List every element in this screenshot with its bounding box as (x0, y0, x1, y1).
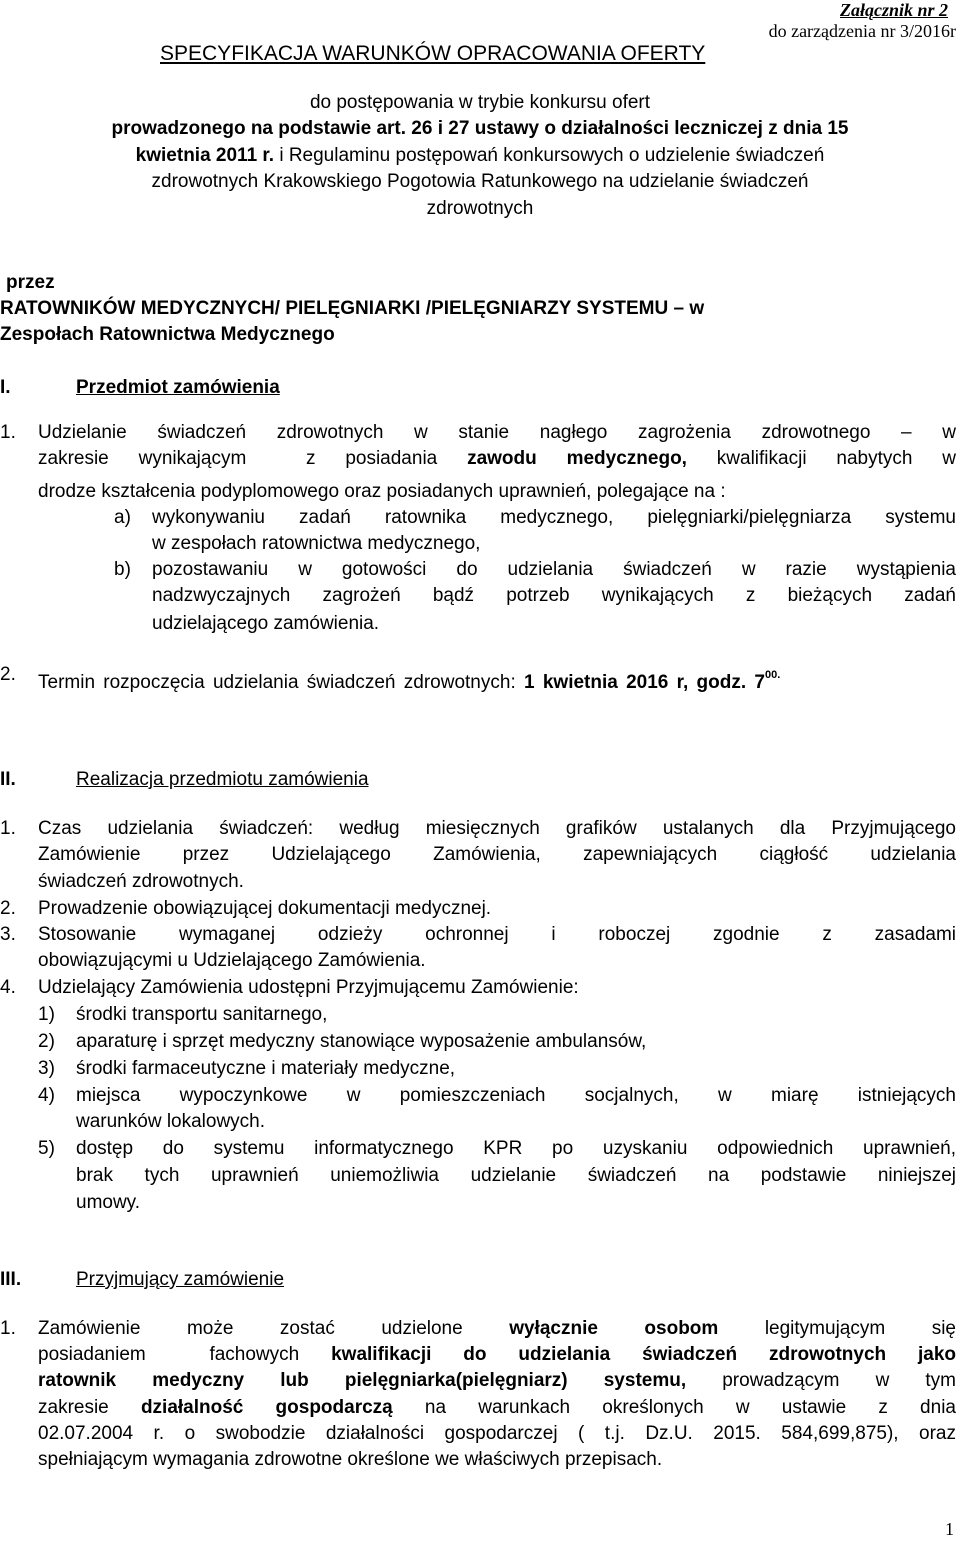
s2-item-4-text: Udzielający Zamówienia udostępni Przyjmującemu Zamówienie: (38, 977, 579, 998)
section-3-number: III. (0, 1269, 22, 1290)
s3-item-1-number: 1. (0, 1318, 16, 1339)
s2-item-1-number: 1. (0, 818, 16, 839)
order-reference: do zarządzenia nr 3/2016r (768, 21, 956, 41)
s1-sub-a-line-1: wykonywaniu zadań ratownika medycznego, pielęgniarki/pielęgniarza systemu (152, 507, 956, 528)
s3-l4-text-end: na warunkach określonych w ustawie z dnia (392, 1397, 956, 1418)
s2-sub-4-line-2: warunków lokalowych. (76, 1111, 266, 1132)
przez-line-2: Zespołach Ratownictwa Medycznego (0, 324, 335, 345)
s2-sub-5-line-2: brak tych uprawnień uniemożliwia udzielanie świadczeń na podstawie niniejszej (76, 1165, 956, 1186)
section-3-title: Przyjmujący zamówienie (76, 1269, 285, 1290)
s1-item-1-line-1: Udzielanie świadczeń zdrowotnych w stanie nagłego zagrożenia zdrowotnego – w (38, 422, 956, 443)
s2-item-3-line-2: obowiązującymi u Udzielającego Zamówienia. (38, 950, 426, 971)
intro-line-3-bold: kwietnia 2011 r. (135, 145, 275, 166)
section-1-number: I. (0, 377, 11, 398)
s2-item-1-line-3: świadczeń zdrowotnych. (38, 871, 244, 892)
intro-line-3 (0, 145, 960, 167)
s1-item-1-bold: zawodu medycznego, (467, 448, 687, 469)
intro-line-3-rest: i Regulaminu postępowań konkursowych o udzielenie świadczeń (274, 145, 825, 166)
s2-sub-5-line-1: dostęp do systemu informatycznego KPR po uzyskaniu odpowiednich uprawnień, (76, 1138, 956, 1159)
s2-sub-3-number: 3) (38, 1058, 55, 1079)
s2-sub-4-number: 4) (38, 1085, 55, 1106)
document-title: SPECYFIKACJA WARUNKÓW OPRACOWANIA OFERTY (160, 42, 706, 65)
intro-line-1: do postępowania w trybie konkursu ofert (309, 92, 651, 113)
s1-item-2-line (38, 662, 780, 696)
s2-sub-4-line-1: miejsca wypoczynkowe w pomieszczeniach socjalnych, w miarę istniejących (76, 1085, 956, 1106)
s3-l4-bold: działalność gospodarczą (140, 1397, 393, 1418)
s1-item-1-line-3: drodze kształcenia podyplomowego oraz posiadanych uprawnień, polegające na : (38, 481, 726, 502)
s3-l2-text: posiadaniem fachowych (38, 1344, 332, 1365)
s3-l2-bold: kwalifikacji do udzielania świadczeń zdrowotnych jako (331, 1344, 957, 1365)
s2-item-1-line-2: Zamówienie przez Udzielającego Zamówienia, zapewniających ciągłość udzielania (38, 844, 956, 865)
s1-item-1-text: zakresie wynikającym z posiadania (38, 448, 468, 469)
s1-item-2-date: 1 kwietnia 2016 r, godz. 7 (524, 672, 766, 693)
s1-sub-a-line-2: w zespołach ratownictwa medycznego, (152, 533, 481, 554)
przez-label: przez (6, 272, 55, 293)
s1-item-1-text-end: kwalifikacji nabytych w (686, 448, 956, 469)
s1-sub-b-line-3: udzielającego zamówienia. (152, 613, 380, 634)
annex-label: Załącznik nr 2 (839, 0, 948, 20)
s2-sub-5-line-3: umowy. (76, 1192, 141, 1213)
s2-item-2-number: 2. (0, 898, 16, 919)
s2-sub-2-text: aparaturę i sprzęt medyczny stanowiące wyposażenie ambulansów, (76, 1031, 647, 1052)
przez-line-1: RATOWNIKÓW MEDYCZNYCH/ PIELĘGNIARKI /PIELĘGNIARZY SYSTEMU – w (0, 298, 705, 319)
intro-line-5: zdrowotnych (426, 198, 534, 219)
s2-sub-5-number: 5) (38, 1138, 55, 1159)
s3-l1-text-end: legitymującym się (718, 1318, 956, 1339)
intro-line-4: zdrowotnych Krakowskiego Pogotowia Ratunkowego na udzielanie świadczeń (151, 171, 809, 192)
s3-item-1-line-5: 02.07.2004 r. o swobodzie działalności gospodarczej ( t.j. Dz.U. 2015. 584,699,875), oraz (38, 1423, 956, 1444)
s3-item-1-line-1 (38, 1316, 956, 1342)
s3-l1-text: Zamówienie może zostać udzielone (38, 1318, 510, 1339)
intro-line-2: prowadzonego na podstawie art. 26 i 27 ustawy o działalności leczniczej z dnia 15 (111, 118, 849, 139)
s2-sub-2-number: 2) (38, 1031, 55, 1052)
s1-item-1-line-2 (38, 446, 956, 472)
s2-item-2-text: Prowadzenie obowiązującej dokumentacji medycznej. (38, 898, 492, 919)
s2-item-3-line-1: Stosowanie wymaganej odzieży ochronnej i roboczej zgodnie z zasadami (38, 924, 956, 945)
s2-item-1-line-1: Czas udzielania świadczeń: według miesięcznych grafików ustalanych dla Przyjmującego (38, 818, 956, 839)
s1-sub-a-label: a) (114, 507, 131, 528)
s1-item-1-number: 1. (0, 422, 16, 443)
s3-l4-text: zakresie (38, 1397, 141, 1418)
s3-item-1-line-2 (38, 1342, 956, 1368)
s3-item-1-line-4 (38, 1395, 956, 1421)
s2-sub-3-text: środki farmaceutyczne i materiały medyczne, (76, 1058, 456, 1079)
s1-sub-b-label: b) (114, 559, 131, 580)
s2-item-4-number: 4. (0, 977, 16, 998)
s3-l3-bold: ratownik medyczny lub pielęgniarka(pielęgniarz) systemu, (38, 1370, 687, 1391)
s1-item-2-time-sup: 00. (765, 669, 781, 681)
s2-item-3-number: 3. (0, 924, 16, 945)
s2-sub-1-number: 1) (38, 1004, 55, 1025)
s3-item-1-line-3 (38, 1368, 956, 1394)
s2-sub-1-text: środki transportu sanitarnego, (76, 1004, 328, 1025)
s1-sub-b-line-2: nadzwyczajnych zagrożeń bądź potrzeb wynikających z bieżących zadań (152, 585, 956, 606)
section-2-title: Realizacja przedmiotu zamówienia (76, 769, 369, 790)
s3-l1-bold: wyłącznie osobom (509, 1318, 719, 1339)
page-number: 1 (945, 1519, 954, 1539)
s1-item-2-text: Termin rozpoczęcia udzielania świadczeń zdrowotnych: (38, 672, 516, 693)
section-1-title: Przedmiot zamówienia (76, 377, 280, 398)
s3-l3-text: prowadzącym w tym (686, 1370, 957, 1391)
s1-item-2-number: 2. (0, 664, 16, 685)
s1-sub-b-line-1: pozostawaniu w gotowości do udzielania świadczeń w razie wystąpienia (152, 559, 956, 580)
s3-item-1-line-6: spełniającym wymagania zdrowotne określone we właściwych przepisach. (38, 1449, 663, 1470)
section-2-number: II. (0, 769, 16, 790)
